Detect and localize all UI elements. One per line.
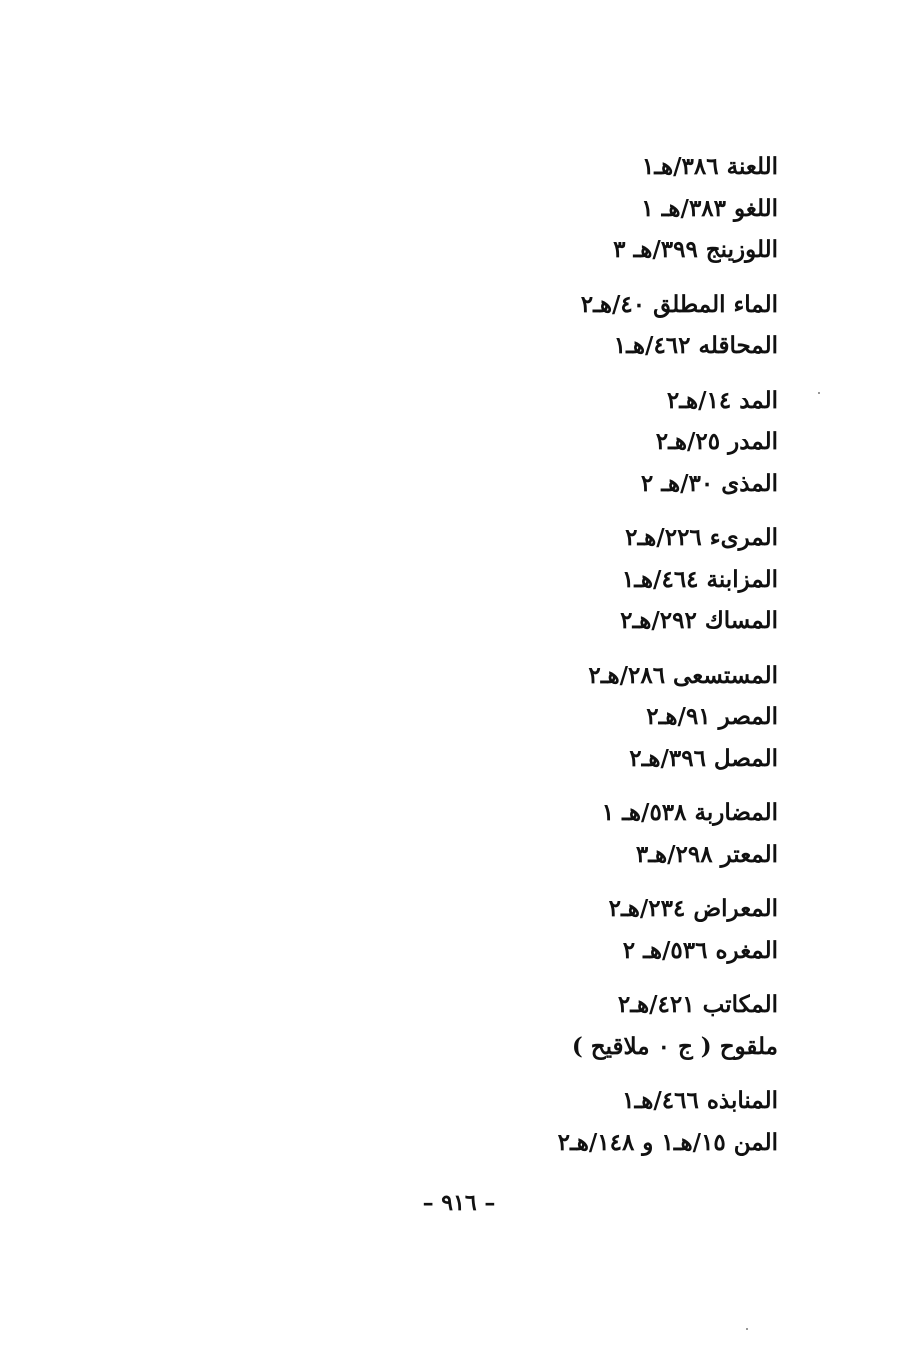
index-entry: المد ١٤/هـ٢ xyxy=(666,386,778,414)
index-entry: المصل ٣٩٦/هـ٢ xyxy=(629,744,778,772)
index-group xyxy=(358,146,778,271)
index-entry: المستسعى ٢٨٦/هـ٢ xyxy=(588,661,778,689)
index-group xyxy=(358,655,778,780)
index-entry: المصر ٩١/هـ٢ xyxy=(646,703,778,730)
index-entry: المزابنة ٤٦٤/هـ١ xyxy=(621,565,778,593)
index-entry: المغره ٥٣٦/هـ ٢ xyxy=(622,936,778,964)
page-number: – ٩١٦ – xyxy=(422,1190,496,1216)
index-list xyxy=(358,146,778,1176)
index-entry: المحاقله ٤٦٢/هـ١ xyxy=(613,332,778,359)
index-entry: المعتر ٢٩٨/هـ٣ xyxy=(635,840,778,868)
index-entry: المعراض ٢٣٤/هـ٢ xyxy=(608,895,778,922)
index-entry: المكاتب ٤٢١/هـ٢ xyxy=(617,991,778,1018)
index-group xyxy=(358,792,778,875)
index-group xyxy=(358,888,778,971)
index-entry: المنابذه ٤٦٦/هـ١ xyxy=(622,1087,778,1114)
scan-speck xyxy=(818,392,820,394)
index-entry: المساك ٢٩٢/هـ٢ xyxy=(620,607,778,634)
index-group xyxy=(358,1080,778,1163)
index-entry: المن ١٥/هـ١ و ١٤٨/هـ٢ xyxy=(557,1128,778,1156)
index-group xyxy=(358,284,778,367)
index-group xyxy=(358,984,778,1067)
index-entry: المضاربة ٥٣٨/هـ ١ xyxy=(601,799,778,826)
index-entry: ملقوح ( ج ٠ ملاقيح ) xyxy=(571,1032,778,1060)
index-group xyxy=(358,517,778,642)
index-entry: المدر ٢٥/هـ٢ xyxy=(655,428,778,455)
index-entry: اللوزينج ٣٩٩/هـ ٣ xyxy=(613,236,778,263)
index-entry: المرىء ٢٢٦/هـ٢ xyxy=(625,524,778,551)
index-entry: اللعنة ٣٨٦/هـ١ xyxy=(641,153,778,180)
scan-speck xyxy=(746,1328,748,1330)
index-entry: الماء المطلق ٤٠/هـ٢ xyxy=(580,290,778,318)
index-entry: اللغو ٣٨٣/هـ ١ xyxy=(641,194,778,222)
index-group xyxy=(358,380,778,505)
index-entry: المذى ٣٠/هـ ٢ xyxy=(640,469,778,497)
